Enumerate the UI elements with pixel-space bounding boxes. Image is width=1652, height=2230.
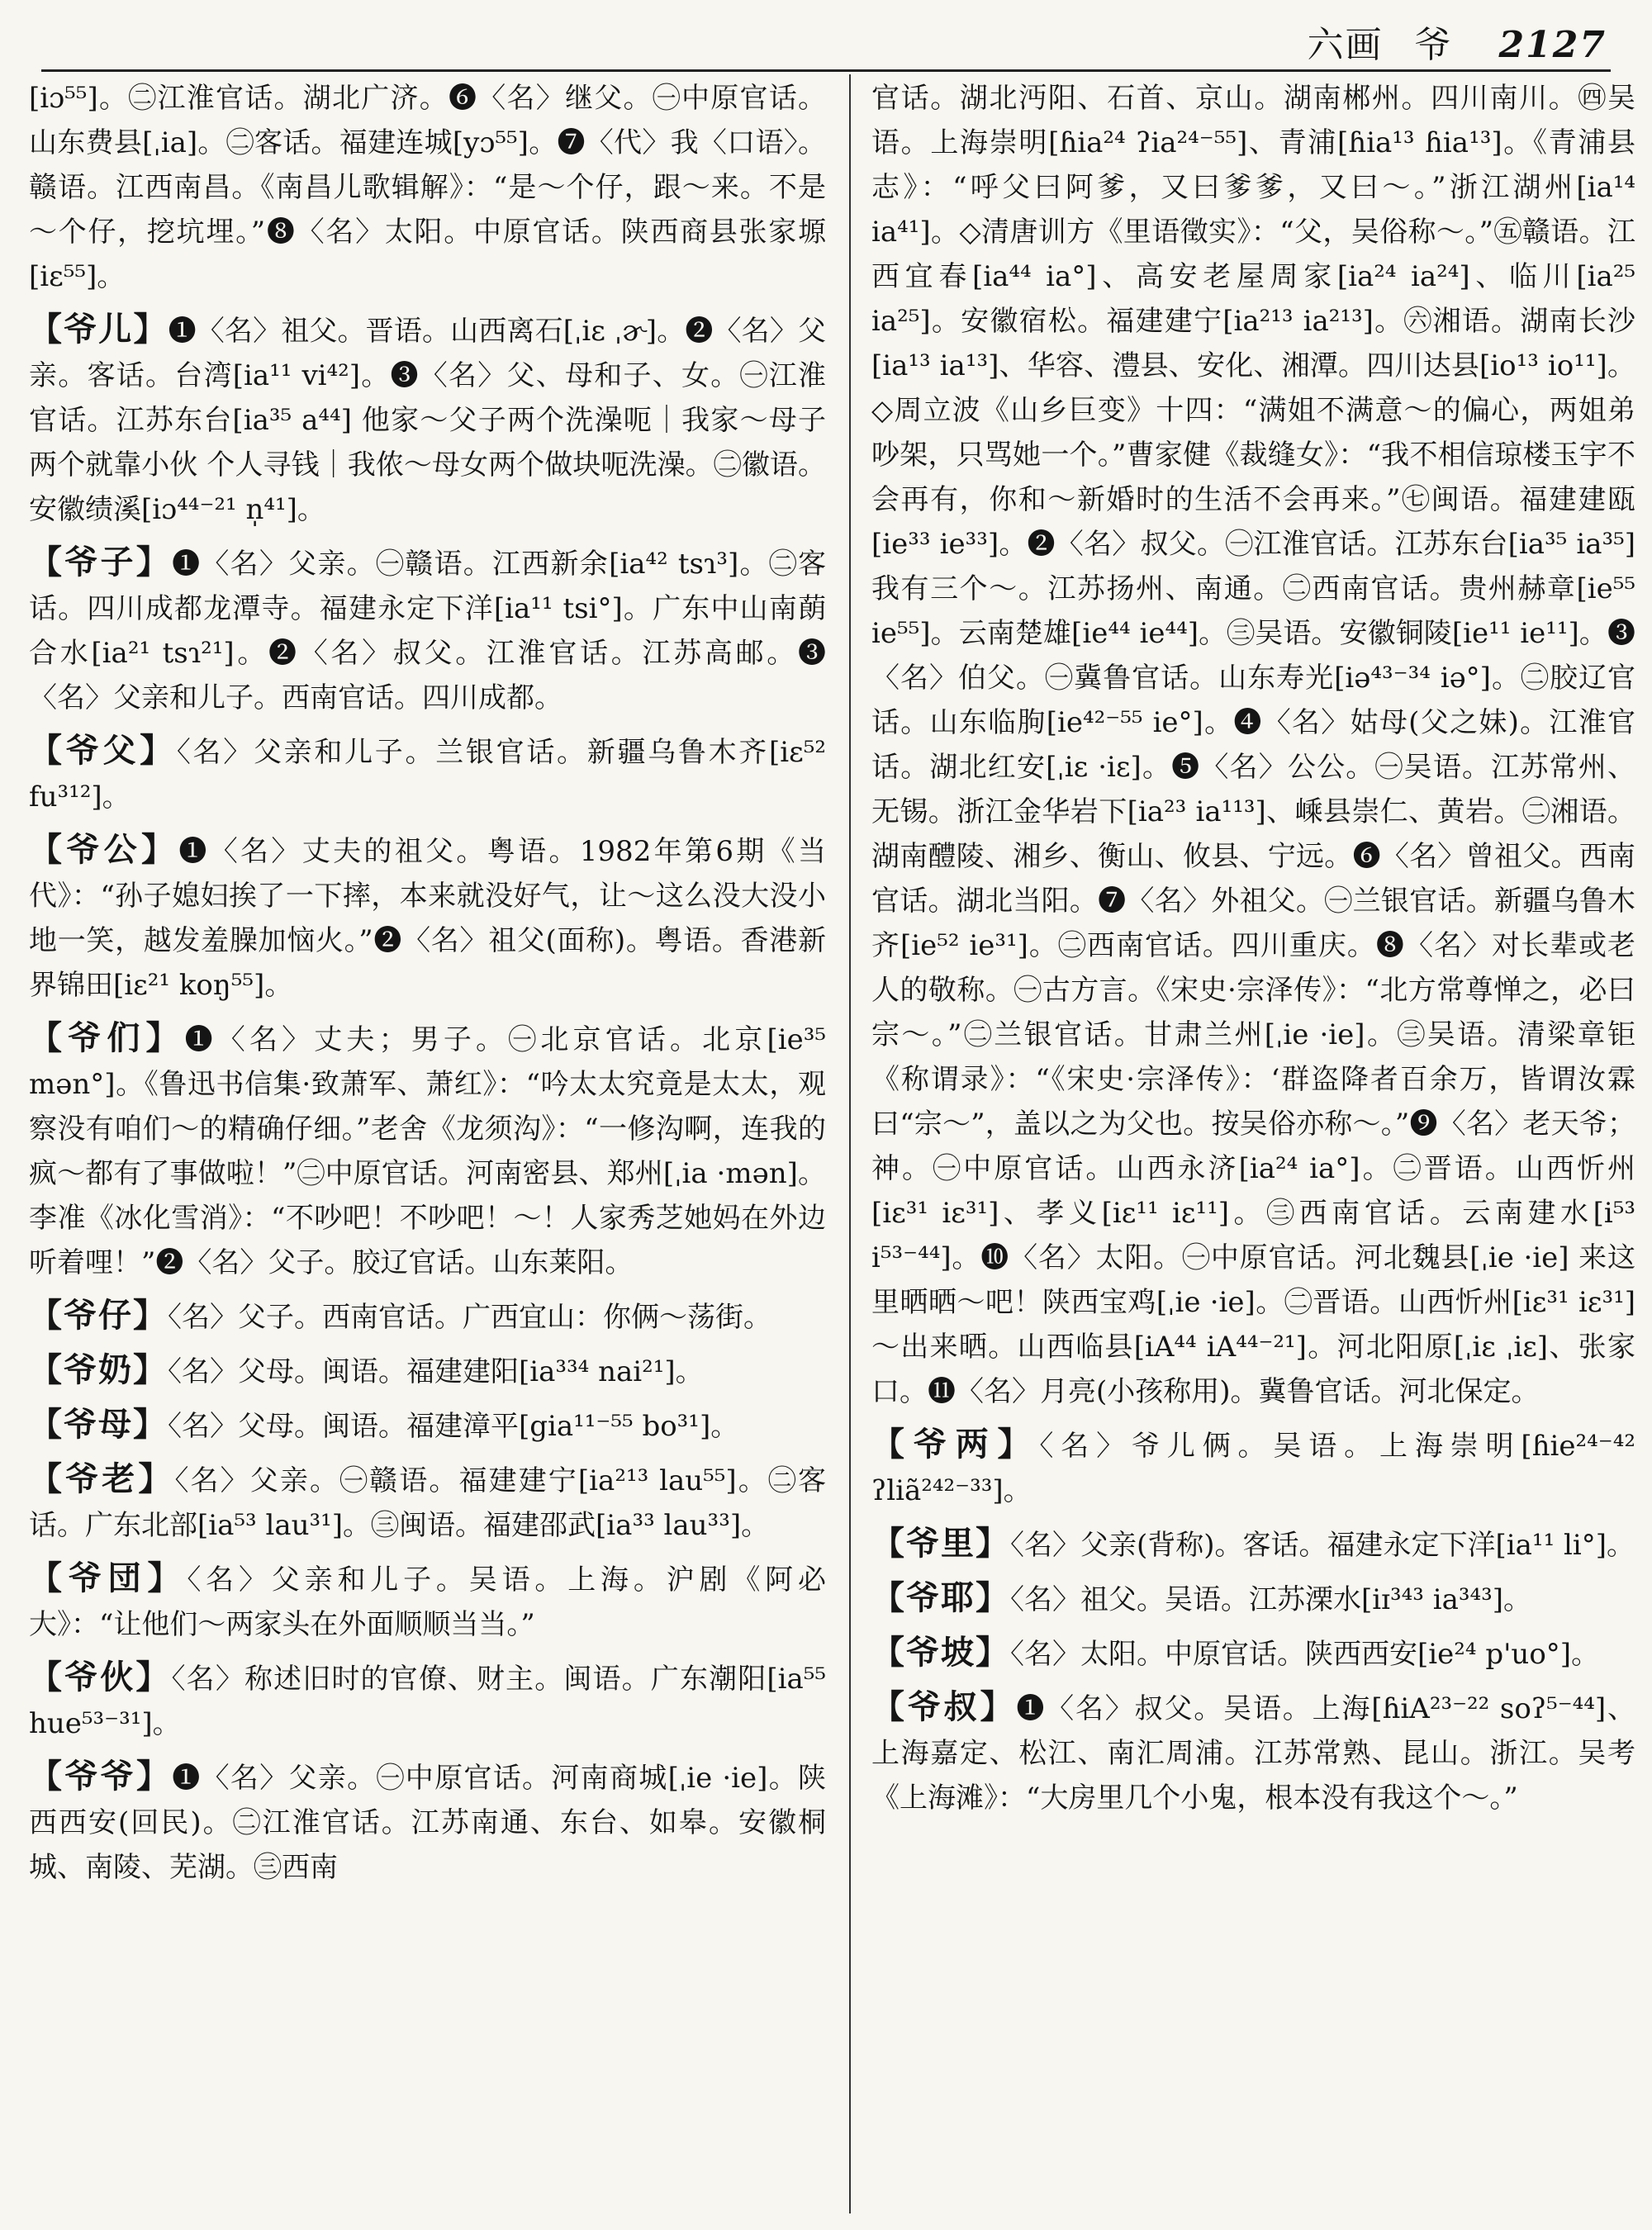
- dictionary-entry: [29, 1348, 826, 1394]
- entry-headword: 【爷公】: [29, 831, 179, 869]
- entry-definition: 〈名〉父母。闽语。福建漳平[gia¹¹⁻⁵⁵ bo³¹]。: [168, 1410, 739, 1443]
- dictionary-entry: [29, 1293, 826, 1340]
- entry-headword: 【爷伙】: [29, 1658, 172, 1696]
- entry-definition: 〈名〉爷儿俩。吴语。上海崇明[ɦie²⁴⁻⁴² ʔliã²⁴²⁻³³]。: [871, 1430, 1635, 1507]
- entry-definition: 〈名〉父亲和儿子。兰银官话。新疆乌鲁木齐[iɛ⁵² fu³¹²]。: [29, 736, 826, 814]
- dictionary-entry: [29, 1556, 826, 1647]
- column-divider: [849, 74, 851, 2213]
- entry-definition: ❶〈名〉父亲。㊀赣语。江西新余[ia⁴² tsɿ³]。㊁客话。四川成都龙潭寺。福建永定下洋[ia¹¹ tsi°]。广东中山南蓢合水[ia²¹ tsɿ²¹]。❷〈名〉叔父。江淮官话。江苏高邮。❸〈名〉父亲和儿子。西南官话。四川成都。: [29, 548, 826, 714]
- right-entries: [871, 1422, 1635, 1820]
- entry-definition: 〈名〉太阳。中原官话。陕西西安[ie²⁴ p'uo°]。: [1010, 1638, 1600, 1671]
- entry-definition: 〈名〉父母。闽语。福建建阳[ia³³⁴ nai²¹]。: [168, 1355, 704, 1388]
- section-label: 六画: [1307, 24, 1384, 66]
- dictionary-entry: [871, 1576, 1635, 1622]
- entry-headword: 【爷两】: [871, 1426, 1040, 1464]
- entry-definition: 〈名〉父亲。㊀赣语。福建建宁[ia²¹³ lau⁵⁵]。㊁客话。广东北部[ia⁵³ lau³¹]。㊂闽语。福建邵武[ia³³ lau³³]。: [29, 1464, 826, 1542]
- dictionary-entry: [29, 307, 826, 532]
- entry-headword: 【爷们】: [29, 1019, 185, 1057]
- entry-definition: ❶〈名〉叔父。吴语。上海[ɦiA²³⁻²² soʔ⁵⁻⁴⁴]、上海嘉定、松江、南汇周浦。江苏常熟、昆山。浙江。吴考《上海滩》：“大房里几个小鬼，根本没有我这个～。”: [871, 1692, 1635, 1815]
- entry-definition: ❶〈名〉丈夫的祖父。粤语。1982年第6期《当代》：“孙子媳妇挨了一下摔，本来就没好气，让～这么没大没小地一笑，越发羞臊加恼火。”❷〈名〉祖父(面称)。粤语。香港新界锦田[iɛ²¹ koŋ⁵⁵]。: [29, 835, 826, 1002]
- entry-headword: 【爷仔】: [29, 1297, 168, 1335]
- entry-headword: 【爷叔】: [871, 1688, 1017, 1726]
- entry-headword: 【爷団】: [29, 1559, 188, 1597]
- page-number: 2127: [1498, 24, 1607, 66]
- dictionary-entry: [29, 1754, 826, 1890]
- entry-definition: ❶〈名〉祖父。晋语。山西离石[ˌiɛ ˌɚ]。❷〈名〉父亲。客话。台湾[ia¹¹ vi⁴²]。❸〈名〉父、母和子、女。㊀江淮官话。江苏东台[ia³⁵ a⁴⁴] 他家～父子两个洗澡呃｜我家～母子两个就靠小伙 个人寻钱｜我侬～母女两个做块呃洗澡。㊁徽语。安徽绩溪[iɔ⁴⁴⁻²¹ n̩⁴¹]。: [29, 315, 826, 526]
- entry-definition: 〈名〉祖父。吴语。江苏溧水[iɪ³⁴³ ia³⁴³]。: [1010, 1583, 1532, 1616]
- entry-headword: 【爷里】: [871, 1525, 1010, 1563]
- entry-definition: ❶〈名〉父亲。㊀中原官话。河南商城[ˌie ·ie]。陕西西安(回民)。㊁江淮官话。江苏南通、东台、如皋。安徽桐城、南陵、芜湖。㊂西南: [29, 1762, 826, 1884]
- entry-headword: 【爷坡】: [871, 1634, 1010, 1672]
- entry-definition: 〈名〉称述旧时的官僚、财主。闽语。广东潮阳[ia⁵⁵ hue⁵³⁻³¹]。: [29, 1663, 826, 1740]
- continuation-text: [iɔ⁵⁵]。㊁江淮官话。湖北广济。❻〈名〉继父。㊀中原官话。山东费县[ˌia]。㊁客话。福建连城[yɔ⁵⁵]。❼〈代〉我〈口语〉。赣语。江西南昌。《南昌儿歌辑解》：“是～个仔，跟～来。不是～个仔，挖坑埋。”❽〈名〉太阳。中原官话。陕西商县张家塬[iɛ⁵⁵]。: [29, 82, 826, 293]
- dictionary-entry: [29, 828, 826, 1008]
- dictionary-entry: [29, 540, 826, 720]
- entry-definition: 〈名〉父亲(背称)。客话。福建永定下洋[ia¹¹ li°]。: [1010, 1529, 1635, 1562]
- dictionary-entry: [871, 1685, 1635, 1820]
- entry-headword: 【爷父】: [29, 732, 177, 770]
- dictionary-entry: [29, 1016, 826, 1285]
- dictionary-entry: [29, 728, 826, 819]
- entry-headword: 【爷儿】: [29, 311, 169, 349]
- page-header: [0, 15, 1607, 64]
- dictionary-entry: [29, 1457, 826, 1548]
- dictionary-entry: [29, 1655, 826, 1746]
- entry-headword: 【爷子】: [29, 543, 173, 581]
- entry-headword: 【爷奶】: [29, 1351, 168, 1389]
- continuation-text: 官话。湖北沔阳、石首、京山。湖南郴州。四川南川。㊃吴语。上海崇明[ɦia²⁴ ʔia²⁴⁻⁵⁵]、青浦[ɦia¹³ ɦia¹³]。《青浦县志》：“呼父曰阿爹，又曰爹爹，又曰～。”浙江湖州[ia¹⁴ ia⁴¹]。◇清唐训方《里语徵实》：“父，吴俗称～。”㊄赣语。江西宜春[ia⁴⁴ ia°]、高安老屋周家[ia²⁴ ia²⁴]、临川[ia²⁵ ia²⁵]。安徽宿松。福建建宁[ia²¹³ ia²¹³]。㊅湘语。湖南长沙[ia¹³ ia¹³]、华容、澧县、安化、湘潭。四川达县[io¹³ io¹¹]。◇周立波《山乡巨变》十四：“满姐不满意～的偏心，两姐弟吵架，只骂她一个。”曹家健《裁缝女》：“我不相信琼楼玉宇不会再有，你和～新婚时的生活不会再来。”㊆闽语。福建建瓯[ie³³ ie³³]。❷〈名〉叔父。㊀江淮官话。江苏东台[ia³⁵ ia³⁵] 我有三个～。江苏扬州、南通。㊁西南官话。贵州赫章[ie⁵⁵ ie⁵⁵]。云南楚雄[ie⁴⁴ ie⁴⁴]。㊂吴语。安徽铜陵[ie¹¹ ie¹¹]。❸〈名〉伯父。㊀冀鲁官话。山东寿光[iə⁴³⁻³⁴ iə°]。㊁胶辽官话。山东临朐[ie⁴²⁻⁵⁵ ie°]。❹〈名〉姑母(父之妹)。江淮官话。湖北红安[ˌiɛ ·iɛ]。❺〈名〉公公。㊀吴语。江苏常州、无锡。浙江金华岩下[ia²³ ia¹¹³]、嵊县崇仁、黄岩。㊁湘语。湖南醴陵、湘乡、衡山、攸县、宁远。❻〈名〉曾祖父。西南官话。湖北当阳。❼〈名〉外祖父。㊀兰银官话。新疆乌鲁木齐[ie⁵² ie³¹]。㊁西南官话。四川重庆。❽〈名〉对长辈或老人的敬称。㊀古方言。《宋史·宗泽传》：“北方常尊惮之，必曰宗～。”㊁兰银官话。甘肃兰州[ˌie ·ie]。㊂吴语。清梁章钜《称谓录》：“《宋史·宗泽传》：‘群盗降者百余万，皆谓汝霖曰“宗～”，盖以之为父也。按吴俗亦称～。”❾〈名〉老天爷；神。㊀中原官话。山西永济[ia²⁴ ia°]。㊁晋语。山西忻州[iɛ³¹ iɛ³¹]、孝义[iɛ¹¹ iɛ¹¹]。㊂西南官话。云南建水[i⁵³ i⁵³⁻⁴⁴]。❿〈名〉太阳。㊀中原官话。河北魏县[ˌie ·ie] 来这里晒晒～吧！陕西宝鸡[ˌie ·ie]。㊁晋语。山西忻州[iɛ³¹ iɛ³¹] ～出来晒。山西临县[iA⁴⁴ iA⁴⁴⁻²¹]。河北阳原[ˌiɛ ˌiɛ]、张家口。⓫〈名〉月亮(小孩称用)。冀鲁官话。河北保定。: [871, 82, 1635, 1408]
- entry-headword: 【爷爷】: [29, 1758, 173, 1796]
- dictionary-entry: [29, 1402, 826, 1449]
- entry-definition: 〈名〉父亲和儿子。吴语。上海。沪剧《阿必大》：“让他们～两家头在外面顺顺当当。”: [29, 1563, 826, 1641]
- entry-definition: 〈名〉父子。西南官话。广西宜山：你俩～荡街。: [168, 1301, 771, 1334]
- header-rule: [41, 69, 1611, 72]
- entry-headword: 【爷母】: [29, 1406, 168, 1444]
- entry-headword: 【爷老】: [29, 1460, 175, 1498]
- radical-label: 爷: [1414, 24, 1453, 66]
- entry-headword: 【爷耶】: [871, 1579, 1010, 1617]
- dictionary-entry: [871, 1422, 1635, 1513]
- entry-definition: ❶〈名〉丈夫；男子。㊀北京官话。北京[ie³⁵ mən°]。《鲁迅书信集·致萧军、萧红》：“吟太太究竟是太太，观察没有咱们～的精确仔细。”老舍《龙须沟》：“一修沟啊，连我的疯～都有了事做啦！”㊁中原官话。河南密县、郑州[ˌia ·mən]。李准《冰化雪消》：“不吵吧！不吵吧！～！人家秀芝她妈在外边听着哩！”❷〈名〉父子。胶辽官话。山东莱阳。: [29, 1023, 826, 1279]
- left-column: [29, 76, 826, 2223]
- right-column: [871, 76, 1635, 2223]
- dictionary-entry: [871, 1521, 1635, 1568]
- left-entries: [29, 307, 826, 1890]
- dictionary-entry: [871, 1630, 1635, 1677]
